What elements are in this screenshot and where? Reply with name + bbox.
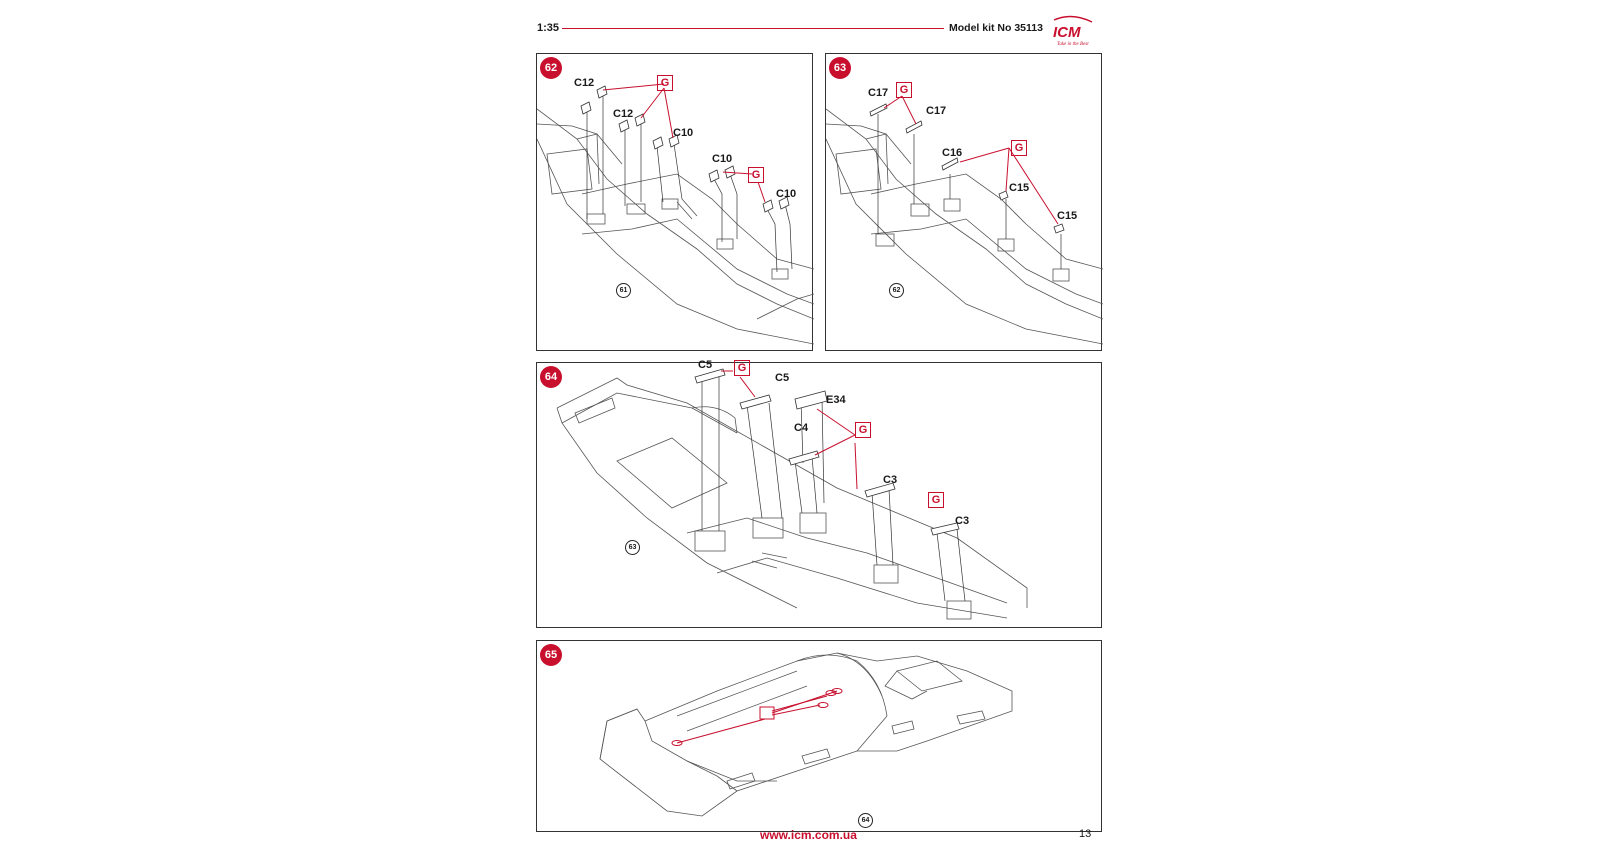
part-label-c10: C10 bbox=[712, 153, 733, 165]
step-64-drawing bbox=[537, 363, 1103, 629]
glue-marker: G bbox=[748, 167, 764, 183]
step-64-number: 64 bbox=[544, 371, 558, 383]
step-62-panel bbox=[536, 53, 813, 351]
part-label-c3: C3 bbox=[955, 515, 970, 527]
part-label-c3: C3 bbox=[883, 474, 898, 486]
part-label-c17: C17 bbox=[926, 105, 947, 117]
part-label-c15: C15 bbox=[1057, 210, 1078, 222]
step-63-number: 63 bbox=[833, 62, 847, 74]
previous-step-ref: 62 bbox=[889, 283, 904, 298]
part-label-c17: C17 bbox=[868, 87, 889, 99]
footer-website[interactable]: www.icm.com.ua bbox=[760, 828, 857, 842]
step-62-number: 62 bbox=[544, 62, 558, 74]
step-62-drawing bbox=[537, 54, 814, 352]
icm-logo bbox=[1048, 14, 1096, 48]
part-label-c10: C10 bbox=[776, 188, 797, 200]
kit-number: Model kit No 35113 bbox=[949, 22, 1043, 34]
scale-label: 1:35 bbox=[537, 22, 560, 34]
part-label-c12: C12 bbox=[613, 108, 634, 120]
logo-tagline: Take in the Best bbox=[1057, 42, 1089, 47]
part-label-c4: C4 bbox=[794, 422, 809, 434]
glue-marker: G bbox=[928, 492, 944, 508]
glue-marker: G bbox=[855, 422, 871, 438]
page-number: 13 bbox=[1079, 828, 1092, 840]
glue-marker: G bbox=[896, 82, 912, 98]
glue-marker: G bbox=[657, 75, 673, 91]
previous-step-ref: 61 bbox=[616, 283, 631, 298]
part-label-c12: C12 bbox=[574, 77, 595, 89]
previous-step-ref: 63 bbox=[625, 540, 640, 555]
part-label-c15: C15 bbox=[1009, 182, 1030, 194]
glue-marker: G bbox=[734, 360, 750, 376]
part-label-c5: C5 bbox=[775, 372, 790, 384]
part-label-c10: C10 bbox=[673, 127, 694, 139]
step-63-panel bbox=[825, 53, 1102, 351]
part-label-e34: E34 bbox=[826, 394, 846, 406]
step-64-panel bbox=[536, 359, 1102, 628]
previous-step-ref: 64 bbox=[858, 813, 873, 828]
step-65-number: 65 bbox=[544, 649, 558, 661]
glue-marker: G bbox=[1011, 140, 1027, 156]
step-65-panel bbox=[536, 640, 1102, 832]
part-label-c5: C5 bbox=[698, 359, 713, 371]
step-65-drawing bbox=[537, 641, 1103, 833]
header-rule bbox=[562, 28, 944, 29]
logo-wordmark: ICM bbox=[1053, 24, 1081, 41]
part-label-c16: C16 bbox=[942, 147, 963, 159]
